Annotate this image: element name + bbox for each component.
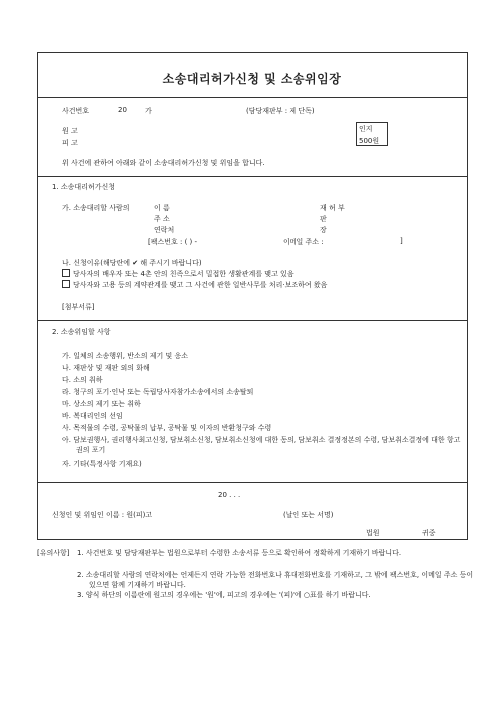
note-item: 3. 양식 하단의 이름란에 원고의 경우에는 '원'에, 피고의 경우에는 '(피)'에 ○표를 하기 바랍니다. bbox=[77, 591, 371, 599]
section1-divider bbox=[37, 320, 468, 321]
signature-date: 20 . . . bbox=[218, 491, 241, 499]
judge-label-2: 장 bbox=[320, 226, 327, 234]
page-title: 소송대리허가신청 및 소송위임장 bbox=[162, 72, 342, 86]
notes-label: [유의사항] bbox=[37, 549, 70, 557]
section2-heading: 2. 소송위임할 사항 bbox=[52, 328, 111, 336]
section1-heading: 1. 소송대리허가신청 bbox=[52, 183, 115, 191]
fax-line: [팩스번호 : ( ) - bbox=[148, 238, 198, 246]
reason-checkbox-1[interactable] bbox=[62, 269, 70, 277]
title-divider bbox=[37, 97, 468, 98]
intro-text: 위 사건에 관하여 아래와 같이 소송대리허가신청 및 위임을 합니다. bbox=[62, 159, 265, 167]
reason-label: 나. 신청이유(해당란에 ✔ 해 주시기 바랍니다) bbox=[62, 259, 202, 267]
email-line: 이메일 주소 : bbox=[283, 238, 324, 246]
applicant-line: 신청인 및 위임인 이름 : 원(피)고 bbox=[52, 511, 153, 519]
delegation-item: 아. 담보권행사, 권리행사최고신청, 담보취소신청, 담보취소신청에 대한 동의, 담보취소 결정정본의 수령, 담보취소결정에 대한 항고권의 포기 bbox=[62, 436, 461, 454]
note-item: 2. 소송대리할 사람의 연락처에는 언제든지 연락 가능한 전화번호나 휴대전화번호를 기재하고, 그 밖에 팩스번호, 이메일 주소 등이 있으면 함께 기재하기 바랍니다. bbox=[77, 571, 474, 589]
stamp-amount: 500원 bbox=[359, 137, 380, 145]
header-divider bbox=[37, 176, 468, 177]
addressee-label: 귀중 bbox=[422, 529, 436, 537]
defendant-label: 피 고 bbox=[62, 139, 78, 147]
agent-label: 가. 소송대리할 사람의 bbox=[62, 204, 130, 212]
delegation-item: 바. 복대리인의 선임 bbox=[62, 412, 123, 420]
reason-item bbox=[62, 269, 294, 279]
reason-text-1: 당사자의 배우자 또는 4촌 안의 친족으로서 밀접한 생활관계를 맺고 있음 bbox=[73, 270, 294, 278]
reason-item bbox=[62, 280, 327, 290]
agent-name-label: 이 름 bbox=[154, 204, 170, 212]
approval-label: 재 허 부 bbox=[320, 204, 345, 212]
plaintiff-label: 원 고 bbox=[62, 127, 78, 135]
judge-label-1: 판 bbox=[320, 215, 327, 223]
note-item: 1. 사건번호 및 담당재판부는 법원으로부터 수령한 소송서류 등으로 확인하여 정확하게 기재하기 바랍니다. bbox=[77, 549, 402, 557]
reason-checkbox-2[interactable] bbox=[62, 280, 70, 288]
reason-text-2: 당사자와 고용 등의 계약관계를 맺고 그 사건에 관한 일반사무를 처리·보조하여 왔음 bbox=[73, 281, 328, 289]
case-number-label: 사건번호 bbox=[62, 107, 90, 115]
section2-divider bbox=[37, 482, 468, 483]
delegation-item: 라. 청구의 포기·인낙 또는 독립당사자참가소송에서의 소송탈퇴 bbox=[62, 388, 254, 396]
delegation-item: 나. 재판상 및 재판 외의 화해 bbox=[62, 364, 150, 372]
delegation-item: 마. 상소의 제기 또는 취하 bbox=[62, 400, 141, 408]
attachments-label: [첨부서류] bbox=[62, 303, 95, 311]
case-type: 가 bbox=[145, 107, 152, 115]
delegation-item: 가. 일체의 소송행위, 반소의 제기 및 응소 bbox=[62, 352, 188, 360]
delegation-item: 자. 기타(특정사항 기재요) bbox=[62, 460, 142, 468]
court-label: 법원 bbox=[366, 529, 380, 537]
seal-note: (날인 또는 서명) bbox=[283, 511, 334, 519]
stamp-label: 인지 bbox=[359, 125, 373, 133]
delegation-item: 다. 소의 취하 bbox=[62, 376, 103, 384]
judge-division: (담당재판부 : 제 단독) bbox=[246, 107, 315, 115]
agent-contact-label: 연락처 bbox=[154, 226, 175, 234]
case-year: 20 bbox=[118, 106, 127, 114]
email-end: ] bbox=[400, 237, 403, 245]
agent-address-label: 주 소 bbox=[154, 215, 170, 223]
delegation-item: 사. 목적물의 수령, 공탁물의 납부, 공탁물 및 이자의 반환청구와 수령 bbox=[62, 424, 272, 432]
